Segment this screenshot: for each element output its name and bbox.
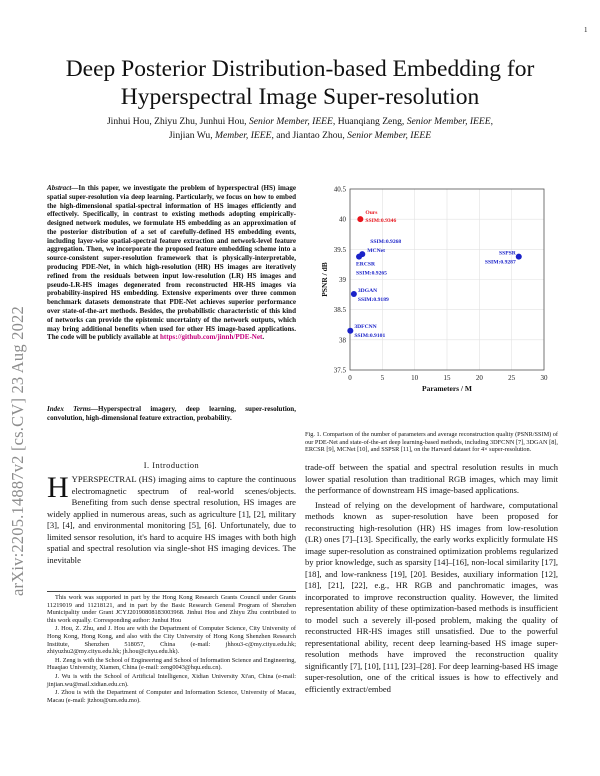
figure-chart: [305, 181, 558, 411]
index-terms-label: Index Terms: [47, 405, 91, 413]
footnotes: [47, 594, 296, 705]
point-label: Ours: [365, 210, 378, 217]
data-point-3dfcnn: [347, 328, 353, 334]
y-tick-label: 37.5: [333, 366, 346, 375]
paragraph: trade-off between the spatial and spectral resolution results in much lower spatial resolution than traditional RGB images, which may limit the performance of downstream HS image-based applications.: [305, 462, 558, 495]
y-axis-label: PSNR / dB: [320, 262, 329, 297]
point-ssim-label: SSIM:0.9268: [370, 239, 402, 246]
x-tick-label: 30: [540, 374, 548, 382]
scatter-chart: [305, 181, 558, 411]
point-label: 3DGAN: [357, 287, 378, 294]
point-ssim-label: SSIM:0.9346: [365, 218, 397, 225]
footnote: J. Zhou is with the Department of Computer and Information Science, University of Macau, Macau (e-mail: jtzhou@um.edu.mo).: [47, 689, 296, 704]
page-number: 1: [584, 26, 588, 34]
point-label: SSPSR: [498, 250, 516, 257]
data-point-3dgan: [351, 291, 357, 297]
footnote: This work was supported in part by the Hong Kong Research Grants Council under Grants 11219019 and 11218121, and in part by the Basic Research General Program of Shenzhen Municipality under Grant JCYJ20190808183003968. Jinhui Hou and Zhiyu Zhu contributed to this work equally. Corresponding author: Junhui Hou: [47, 594, 296, 624]
y-tick-label: 38: [339, 336, 346, 345]
data-point-sspsr: [516, 254, 522, 260]
paragraph: Instead of relying on the development of hardware, computational methods known as super-resolution have been proposed for reconstructing high-resolution (HR) HS images from low-resolution (LR) ones [7]–[13]. Specifically, the early works explicitly formulate HS image super-resolution as constrained optimization problems regularized by prior knowledge, such as sparsity [14]–[16], non-local similarity [17], [18], and low-rankness [19], [20]. Besides, auxiliary information [12], [18], [21], [22], e.g., HR RGB and panchromatic images, was incorporated to improve reconstruction quality. However, the limited representation ability of these optimization-based methods is insufficient to model such a severely ill-posed problem, making the quality of reconstructed HR-HS images still unsatisfied. Due to the powerful representational ability, recent deep learning-based HS image super-resolution methods have improved the reconstruction quality significantly [7], [10], [11], [23]–[28]. For deep learning-based HS image super-resolution, one of the critical issues is how to effectively and efficiently extract/embed: [305, 499, 558, 694]
figure-caption: Fig. 1. Comparison of the number of parameters and average reconstruction quality (PSNR/SSIM) of our PDE-Net and state-of-the-art deep learning-based methods, including 3DFCNN [7], 3DGAN [8], ERCSR [9], MCNet [10], and SSPSR [11], on the Harvard dataset for 4× super-resolution.: [305, 431, 558, 454]
data-point-ours: [357, 216, 363, 222]
footnote: H. Zeng is with the School of Engineering and School of Information Science and Engineering, Huaqiao University, Xiamen, China (e-mail: zeng0043@hqu.edu.cn).: [47, 656, 296, 672]
section-heading: I. Introduction: [143, 461, 200, 470]
author-list: Jinhui Hou, Zhiyu Zhu, Junhui Hou, Senior Member, IEEE, Huanqiang Zeng, Senior Member, IEEE, Jinjian Wu, Member, IEEE, and Jiantao Zhou, Senior Member, IEEE: [106, 116, 494, 141]
point-label: MCNet: [367, 248, 386, 255]
y-tick-label: 39: [339, 276, 346, 284]
point-ssim-label: SSIM:0.9189: [357, 296, 389, 303]
point-ssim-label: SSIM:0.9265: [356, 270, 387, 277]
paper-title: Deep Posterior Distribution-based Embedding for Hyperspectral Image Super-resolution: [65, 56, 535, 110]
point-ssim-label: SSIM:0.9287: [484, 259, 516, 266]
footnote: J. Wu is with the School of Artificial Intelligence, Xidian University Xi'an, China (e-mail: jinjian.wu@mail.xidian.edu.cn).: [47, 672, 296, 688]
data-point-ercsr: [356, 254, 362, 260]
drop-cap: H: [47, 471, 69, 504]
intro-paragraph: HYPERSPECTRAL (HS) imaging aims to capture the continuous electromagnetic spectrum of real-world scenes/objects. Benefiting from such dense spectral resolution, HS images are widely applied in numerous areas, such as agriculture [1], [2], military [3], [4], and environmental monitoring [5], [6]. Unfortunately, due to limited sensor resolution, it's hard to acquire HS images with both high spatial and spectral resolution via single-shot HS imaging devices. The inevitable: [47, 471, 296, 565]
x-tick-label: 25: [508, 374, 516, 382]
y-tick-label: 40: [339, 215, 346, 224]
x-tick-label: 0: [348, 374, 352, 382]
x-tick-label: 15: [443, 374, 451, 382]
index-terms: Index Terms—Hyperspectral imagery, deep learning, super-resolution, convolution, high-dimensional feature extraction, probability.: [47, 405, 296, 422]
x-tick-label: 5: [380, 374, 385, 382]
y-tick-label: 40.5: [333, 185, 346, 194]
abstract: Abstract—In this paper, we investigate the problem of hyperspectral (HS) image spatial super-resolution via deep learning. Particularly, we focus on how to embed the high-dimensional spatial-spectral information of HS images efficiently and effectively. Specifically, in contrast to existing methods adopting empirically-designed network modules, we formulate HS embedding as an approximation of the posterior distribution of a set of carefully-defined HS embedding events, including layer-wise spatial-spectral feature extraction and network-level feature aggregation. Then, we incorporate the proposed feature embedding scheme into a source-consistent super-resolution framework that is physically-interpretable, producing PDE-Net, in which high-resolution (HR) HS images are iteratively refined from the residuals between input low-resolution (LR) HS images and pseudo-LR-HS images degenerated from reconstructed HR-HS images via probability-inspired HS embedding. Extensive experiments over three common benchmark datasets demonstrate that PDE-Net achieves superior performance over state-of-the-art methods. Besides, the probabilistic characteristic of this kind of networks can provide the epistemic uncertainty of the network outputs, which may bring additional benefits when used for other HS image-based applications. The code will be publicly available at https://github.com/jinnh/PDE-Net.: [47, 184, 296, 342]
x-tick-label: 10: [411, 374, 419, 382]
footnote: J. Hou, Z. Zhu, and J. Hou are with the Department of Computer Science, City University of Hong Kong, Hong Kong, and also with the City University of Hong Kong Shenzhen Research Institute, Shenzhen 518057, China (e-mail: jhhou3-c@my.cityu.edu.hk; zhiyuzhu2@my.cityu.edu.hk; jh.hou@cityu.edu.hk).: [47, 625, 296, 656]
point-ssim-label: SSIM:0.9101: [354, 332, 386, 339]
footnote-rule: [47, 591, 296, 592]
x-tick-label: 20: [475, 374, 483, 382]
y-tick-label: 39.5: [333, 245, 346, 254]
point-label: 3DFCNN: [354, 323, 377, 330]
right-column-text: [305, 462, 558, 695]
x-axis-label: Parameters / M: [422, 384, 472, 393]
arxiv-stamp: arXiv:2205.14887v2 [cs.CV] 23 Aug 2022: [8, 306, 27, 596]
code-link[interactable]: https://github.com/jinnh/PDE-Net: [159, 333, 263, 342]
abstract-label: Abstract: [47, 184, 72, 192]
point-label: ERCSR: [356, 261, 376, 268]
y-tick-label: 38.5: [333, 306, 346, 315]
